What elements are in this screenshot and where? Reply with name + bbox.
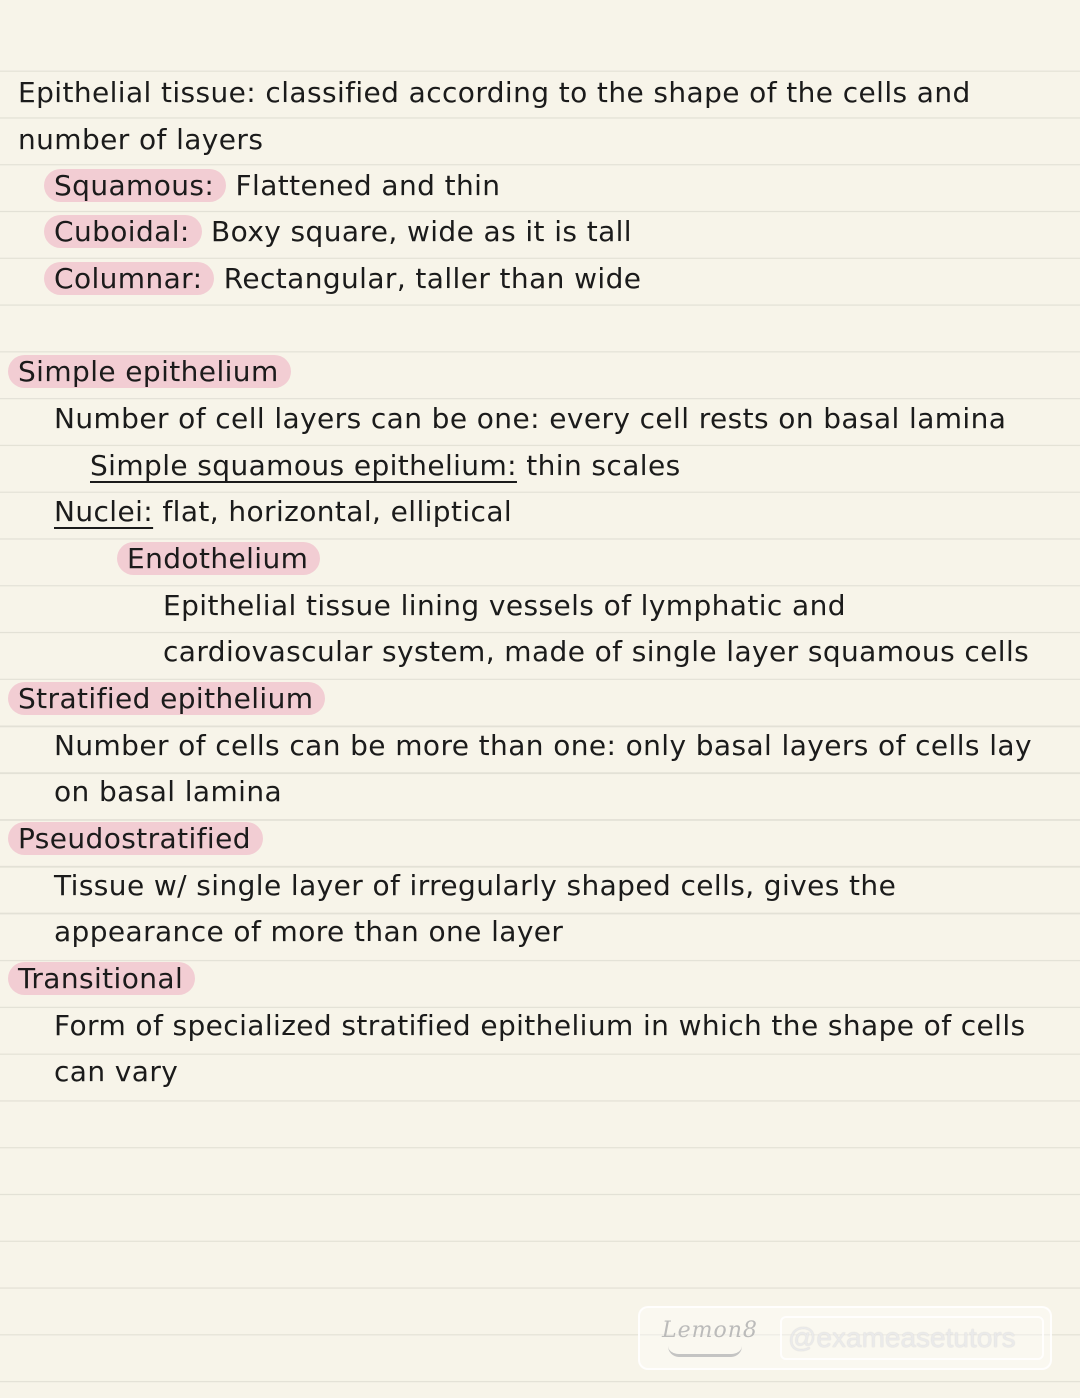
shape-columnar (54, 259, 641, 299)
endothelium-text-1: Epithelial tissue lining vessels of lymphatic and (163, 589, 846, 622)
intro-text-2: number of layers (18, 123, 264, 156)
shape-desc-cuboidal: Boxy square, wide as it is tall (201, 215, 632, 248)
nuclei-term: Nuclei: (54, 495, 154, 528)
endothelium-line-2 (163, 632, 1029, 672)
endothelium-heading (127, 539, 320, 579)
pseudo-line-2 (54, 912, 563, 952)
pseudo-heading-text: Pseudostratified (8, 822, 263, 855)
endothelium-line-1 (163, 586, 846, 626)
simple-heading (18, 352, 291, 392)
shape-term-squamous: Squamous: (44, 169, 226, 202)
simple-squamous-term: Simple squamous epithelium: (90, 449, 517, 482)
transitional-text-2: can vary (54, 1055, 179, 1088)
shape-term-cuboidal: Cuboidal: (44, 215, 202, 248)
simple-line-1 (54, 399, 1006, 439)
shape-term-columnar: Columnar: (44, 262, 214, 295)
stratified-text-2: on basal lamina (54, 775, 283, 808)
simple-squamous-line (90, 446, 681, 486)
pseudo-line-1 (54, 866, 896, 906)
nuclei-line (54, 492, 512, 532)
logo-swoosh-icon (668, 1346, 742, 1357)
transitional-heading (18, 959, 195, 999)
shape-desc-squamous: Flattened and thin (226, 169, 501, 202)
intro-text-1: Epithelial tissue: classified according to the shape of the cells and (18, 76, 971, 109)
nuclei-desc: flat, horizontal, elliptical (153, 495, 513, 528)
watermark (638, 1306, 1052, 1370)
simple-heading-text: Simple epithelium (8, 355, 291, 388)
endothelium-text-2: cardiovascular system, made of single layer squamous cells (163, 635, 1030, 668)
shape-cuboidal (54, 212, 632, 252)
simple-squamous-desc: thin scales (516, 449, 681, 482)
stratified-text-1: Number of cells can be more than one: only basal layers of cells lay (54, 729, 1032, 762)
transitional-heading-text: Transitional (8, 962, 195, 995)
endothelium-heading-text: Endothelium (117, 542, 320, 575)
lemon8-logo-icon: Lemon8 (662, 1318, 758, 1343)
simple-text-1: Number of cell layers can be one: every cell rests on basal lamina (54, 402, 1007, 435)
intro-line-2 (18, 120, 263, 160)
pseudo-text-2: appearance of more than one layer (54, 915, 564, 948)
stratified-line-1 (54, 726, 1032, 766)
transitional-text-1: Form of specialized stratified epithelium in which the shape of cells (54, 1009, 1026, 1042)
transitional-line-2 (54, 1052, 178, 1092)
stratified-heading (18, 679, 325, 719)
intro-line-1 (18, 73, 971, 113)
transitional-line-1 (54, 1006, 1026, 1046)
stratified-line-2 (54, 772, 282, 812)
pseudo-heading (18, 819, 263, 859)
shape-squamous (54, 166, 500, 206)
shape-desc-columnar: Rectangular, taller than wide (214, 262, 642, 295)
pseudo-text-1: Tissue w/ single layer of irregularly shaped cells, gives the (54, 869, 897, 902)
watermark-handle: @exameasetutors (780, 1316, 1044, 1360)
stratified-heading-text: Stratified epithelium (8, 682, 325, 715)
